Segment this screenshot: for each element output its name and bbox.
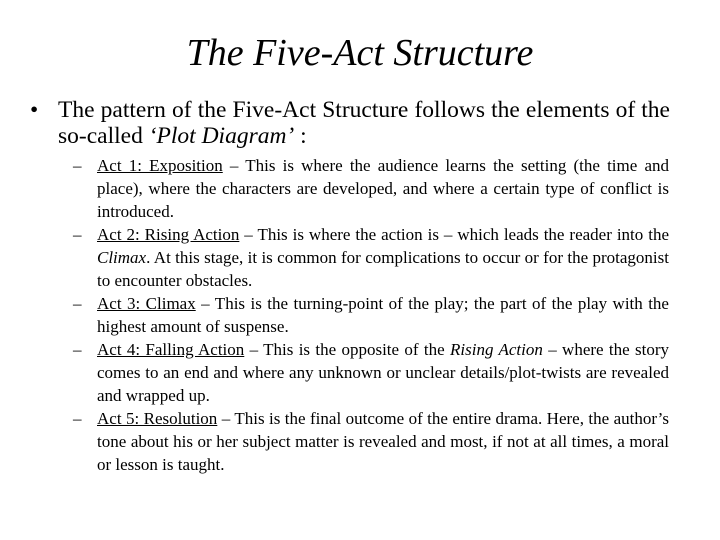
rising-action-term: Rising Action	[450, 340, 543, 359]
dash-marker: –	[73, 340, 82, 359]
act-list	[73, 154, 669, 476]
main-bullet-text	[30, 97, 670, 149]
act-5-item	[73, 407, 669, 476]
dash-marker: –	[73, 409, 82, 428]
slide-title: The Five-Act Structure	[186, 32, 534, 74]
act-3-term: Act 3: Climax	[97, 294, 196, 313]
act-2-term: Act 2: Rising Action	[97, 225, 240, 244]
act-1-item	[73, 154, 669, 223]
act-3-item	[73, 292, 669, 338]
plot-diagram-term: ‘Plot Diagram’	[148, 123, 295, 149]
act-4-description-a: – This is the opposite of the	[244, 340, 451, 359]
main-bullet	[30, 97, 670, 149]
act-5-description: – This is the final outcome of the entire drama. Here, the author’s tone about his or her subject matter is revealed and most, if not at all times, a moral or lesson is taught.	[97, 409, 669, 474]
act-5-term: Act 5: Resolution	[97, 409, 218, 428]
main-bullet-text-after: :	[294, 123, 307, 149]
act-4-item	[73, 338, 669, 407]
act-4-description-b: – where the story comes to an end and where any unknown or unclear details/plot-twists are revealed and wrapped up.	[97, 340, 670, 405]
dash-marker: –	[73, 225, 82, 244]
main-bullet-text-before: The pattern of the Five-Act Structure follows the elements of the so-called	[58, 97, 670, 149]
dash-marker: –	[73, 294, 82, 313]
act-4-term: Act 4: Falling Action	[97, 340, 245, 359]
act-2-description-b: . At this stage, it is common for complications to occur or for the protagonist to encounter obstacles.	[97, 248, 669, 290]
act-1-term: Act 1: Exposition	[97, 156, 223, 175]
act-2-item	[73, 223, 669, 292]
act-1-description: – This is where the audience learns the setting (the time and place), where the characters are developed, and where a certain type of conflict is introduced.	[97, 156, 669, 221]
bullet-marker: •	[30, 97, 39, 123]
act-2-description-a: – This is where the action is – which leads the reader into the	[239, 225, 669, 244]
dash-marker: –	[73, 156, 82, 175]
climax-term: Climax	[97, 248, 147, 267]
act-3-description: – This is the turning-point of the play; the part of the play with the highest amount of suspense.	[97, 294, 669, 336]
